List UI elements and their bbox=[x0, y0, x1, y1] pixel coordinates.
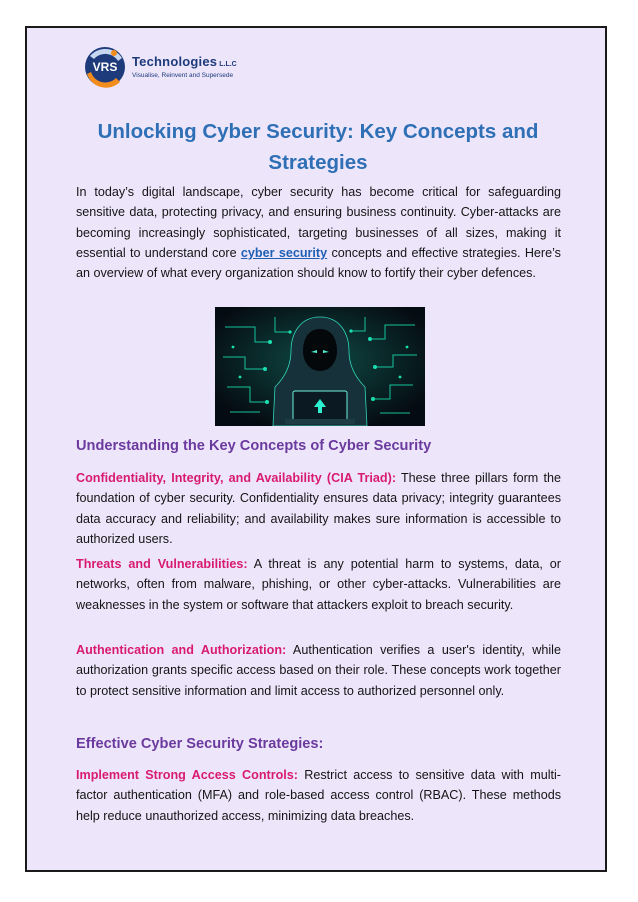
logo-mark-letters: VRS bbox=[92, 60, 118, 74]
authentication-paragraph bbox=[76, 640, 561, 701]
page-title: Unlocking Cyber Security: Key Concepts and Strategies bbox=[97, 120, 539, 174]
cia-triad-text: These three pillars form the foundation of cyber security. Confidentiality ensures data privacy; integrity guarantees data accuracy and reliability; and availability makes sure information is accessible to authorized users. bbox=[76, 471, 561, 546]
authentication-text: Authentication verifies a user's identity, while authorization grants specific access based on their role. These concepts work together to protect sensitive information and limit access to authorized personnel only. bbox=[76, 643, 561, 698]
document-page bbox=[25, 26, 607, 872]
logo-tagline: Visualise, Reinvent and Supersede bbox=[132, 72, 234, 79]
cia-triad-paragraph bbox=[76, 468, 561, 549]
hooded-hacker-image bbox=[215, 307, 425, 426]
company-logo bbox=[82, 44, 252, 90]
authentication-term: Authentication and Authorization: bbox=[76, 643, 287, 657]
vrs-logo-mark bbox=[82, 44, 128, 90]
cia-triad-term: Confidentiality, Integrity, and Availability (CIA Triad): bbox=[76, 471, 397, 485]
access-controls-paragraph bbox=[76, 765, 561, 826]
intro-text-end: concepts and effective strategies. Here’s an overview of what every organization should know to fortify their cyber defences. bbox=[76, 245, 561, 281]
logo-name: Technologies bbox=[132, 54, 218, 69]
intro-text-start: In today’s digital landscape, cyber security has become critical for safeguarding sensitive data, protecting privacy, and ensuring business continuity. Cyber-attacks are becoming increasingly sophisticated, targeting businesses of all sizes, making it essential to understand core bbox=[76, 185, 561, 260]
access-controls-term: Implement Strong Access Controls: bbox=[76, 768, 298, 782]
threats-paragraph bbox=[76, 554, 561, 615]
threats-text: A threat is any potential harm to systems, data, or networks, often from malware, phishing, or other cyber-attacks. Vulnerabilities are weaknesses in the system or software that attackers exploit to breach security. bbox=[76, 557, 561, 612]
intro-paragraph bbox=[76, 182, 561, 283]
section-heading-key-concepts: Understanding the Key Concepts of Cyber Security bbox=[76, 438, 432, 454]
logo-suffix: L.L.C bbox=[219, 61, 237, 68]
threats-term: Threats and Vulnerabilities: bbox=[76, 557, 248, 571]
cyber-security-link[interactable]: cyber security bbox=[240, 245, 328, 260]
hacker-illustration bbox=[215, 307, 425, 426]
access-controls-text: Restrict access to sensitive data with multi-factor authentication (MFA) and role-based access control (RBAC). These methods help reduce unauthorized access, minimizing data breaches. bbox=[76, 768, 561, 823]
section-heading-strategies: Effective Cyber Security Strategies: bbox=[76, 736, 324, 752]
logo-wordmark bbox=[132, 53, 237, 79]
